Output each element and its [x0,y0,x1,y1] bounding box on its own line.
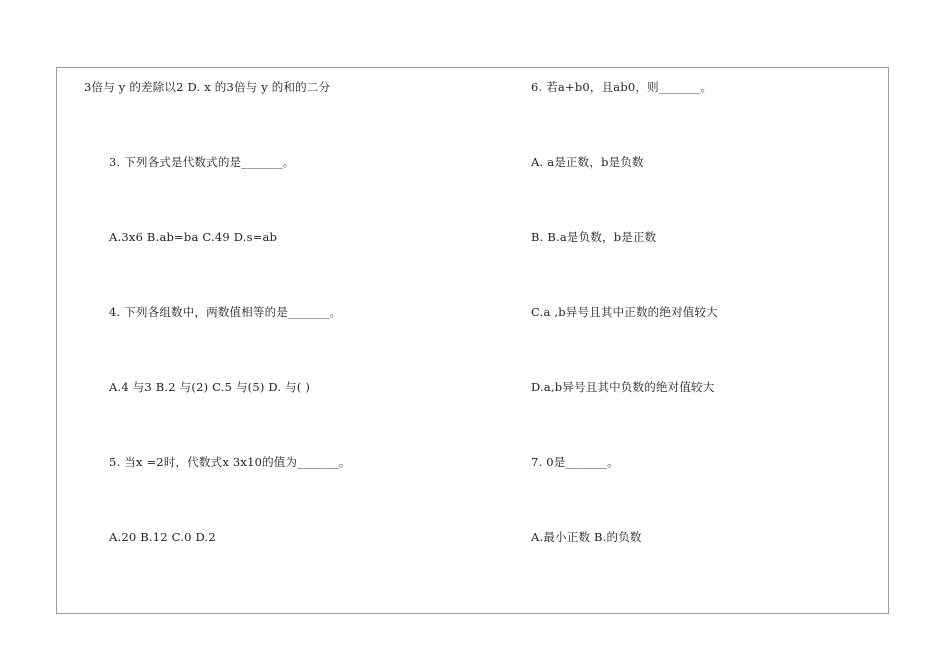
question-7: 7. 0是_______。 [531,455,619,469]
question-5: 5. 当x =2时，代数式x 3x10的值为_______。 [109,455,351,469]
question-6-option-c: C.a ,b异号且其中正数的绝对值较大 [531,305,718,319]
question-6-option-d: D.a,b异号且其中负数的绝对值较大 [531,380,715,394]
question-6-option-b: B. B.a是负数，b是正数 [531,230,657,244]
left-line-continuation: 3倍与 y 的差除以2 D. x 的3倍与 y 的和的二分 [84,80,331,94]
question-4-options: A.4 与3 B.2 与(2) C.5 与(5) D. 与( ) [109,380,311,394]
question-3-options: A.3x6 B.ab=ba C.49 D.s=ab [109,230,278,244]
question-7-options: A.最小正数 B.的负数 [531,530,642,544]
question-3: 3. 下列各式是代数式的是_______。 [109,155,295,169]
question-6: 6. 若a+b0，且ab0，则_______。 [531,80,713,94]
question-4: 4. 下列各组数中，两数值相等的是_______。 [109,305,342,319]
question-6-option-a: A. a是正数，b是负数 [531,155,644,169]
question-5-options: A.20 B.12 C.0 D.2 [109,530,216,544]
